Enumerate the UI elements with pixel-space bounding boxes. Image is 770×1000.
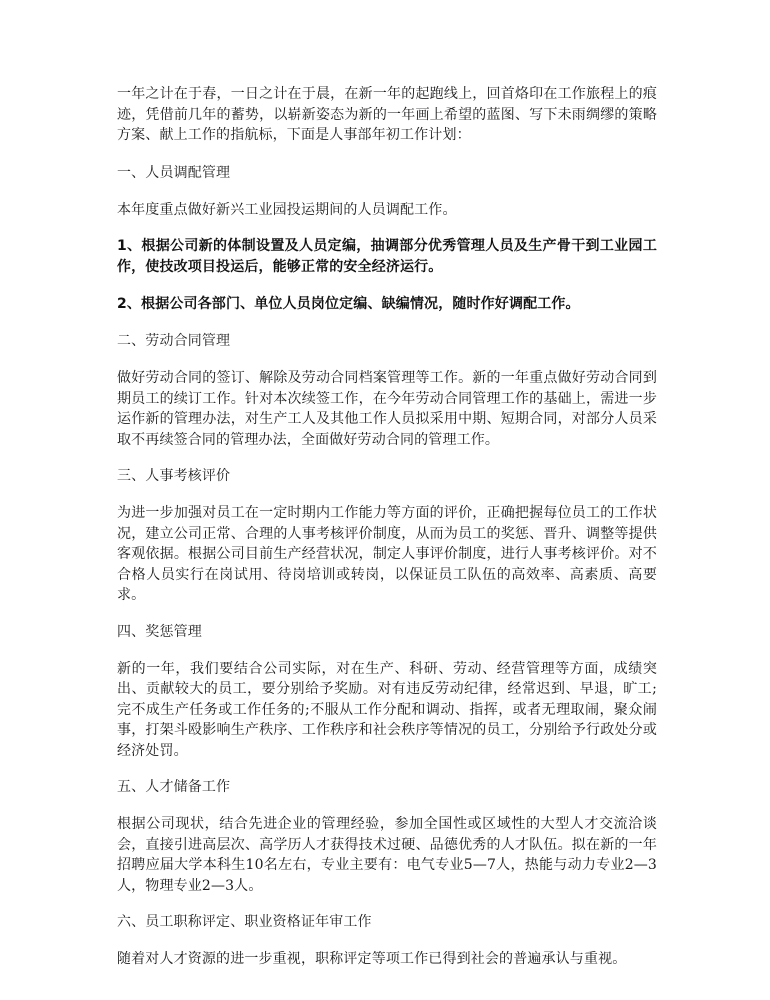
section-paragraph: 新的一年，我们要结合公司实际，对在生产、科研、劳动、经营管理等方面，成绩突出、贡献较大的员工，要分别给予奖励。对有违反劳动纪律，经常迟到、早退，旷工;完不成生产任务或工作任务的;不服从工作分配和调动、指挥，或者无理取闹，聚众闹事，打架斗殴影响生产秩序、工作秩序和社会秩序等情况的员工，分别给予行政处分或经济处罚。: [117, 660, 657, 759]
section-heading-talent-reserve: 五、人才储备工作: [117, 779, 231, 795]
section-paragraph: 为进一步加强对员工在一定时期内工作能力等方面的评价，正确把握每位员工的工作状况，建立公司正常、合理的人事考核评价制度，从而为员工的奖惩、晋升、调整等提供客观依据。根据公司目前生产经营状况，制定人事评价制度，进行人事考核评价。对不合格人员实行在岗试用、待岗培训或转岗，以保证员工队伍的高效率、高素质、高要求。: [117, 505, 657, 603]
section-bold-item-2: 2、根据公司各部门、单位人员岗位定编、缺编情况，随时作好调配工作。: [117, 296, 580, 312]
section-paragraph: 做好劳动合同的签订、解除及劳动合同档案管理等工作。新的一年重点做好劳动合同到期员工的续订工作。针对本次续签工作，在今年劳动合同管理工作的基础上，需进一步运作新的管理办法，对生产工人及其他工作人员拟采用中期、短期合同，对部分人员采取不再续签合同的管理办法，全面做好劳动合同的管理工作。: [117, 370, 657, 448]
section-paragraph: 根据公司现状，结合先进企业的管理经验，参加全国性或区域性的大型人才交流洽谈会，直接引进高层次、高学历人才获得技术过硬、品德优秀的人才队伍。拟在新的一年招聘应届大学本科生10名左右，专业主要有：电气专业5—7人，热能与动力专业2—3人，物理专业2—3人。: [117, 816, 657, 894]
section-heading-title-evaluation: 六、员工职称评定、职业资格证年审工作: [117, 914, 372, 930]
document-body: [117, 84, 657, 986]
intro-paragraph: 一年之计在于春，一日之计在于晨，在新一年的起跑线上，回首烙印在工作旅程上的痕迹，凭借前几年的蓄势，以崭新姿态为新的一年画上希望的蓝图、写下未雨绸缪的策略方案、献上工作的指航标，下面是人事部年初工作计划：: [117, 86, 657, 143]
section-paragraph: 随着对人才资源的进一步重视，职称评定等项工作已得到社会的普遍承认与重视。: [117, 951, 627, 967]
section-heading-labor-contract: 二、劳动合同管理: [117, 333, 231, 349]
section-bold-item-1: 1、根据公司新的体制设置及人员定编，抽调部分优秀管理人员及生产骨干到工业园工作，使技改项目投运后，能够正常的安全经济运行。: [117, 238, 657, 275]
section-heading-personnel-allocation: 一、人员调配管理: [117, 164, 231, 181]
section-heading-personnel-evaluation: 三、人事考核评价: [117, 468, 231, 484]
section-heading-rewards-penalties: 四、奖惩管理: [117, 623, 202, 640]
section-paragraph: 本年度重点做好新兴工业园投运期间的人员调配工作。: [117, 201, 457, 218]
